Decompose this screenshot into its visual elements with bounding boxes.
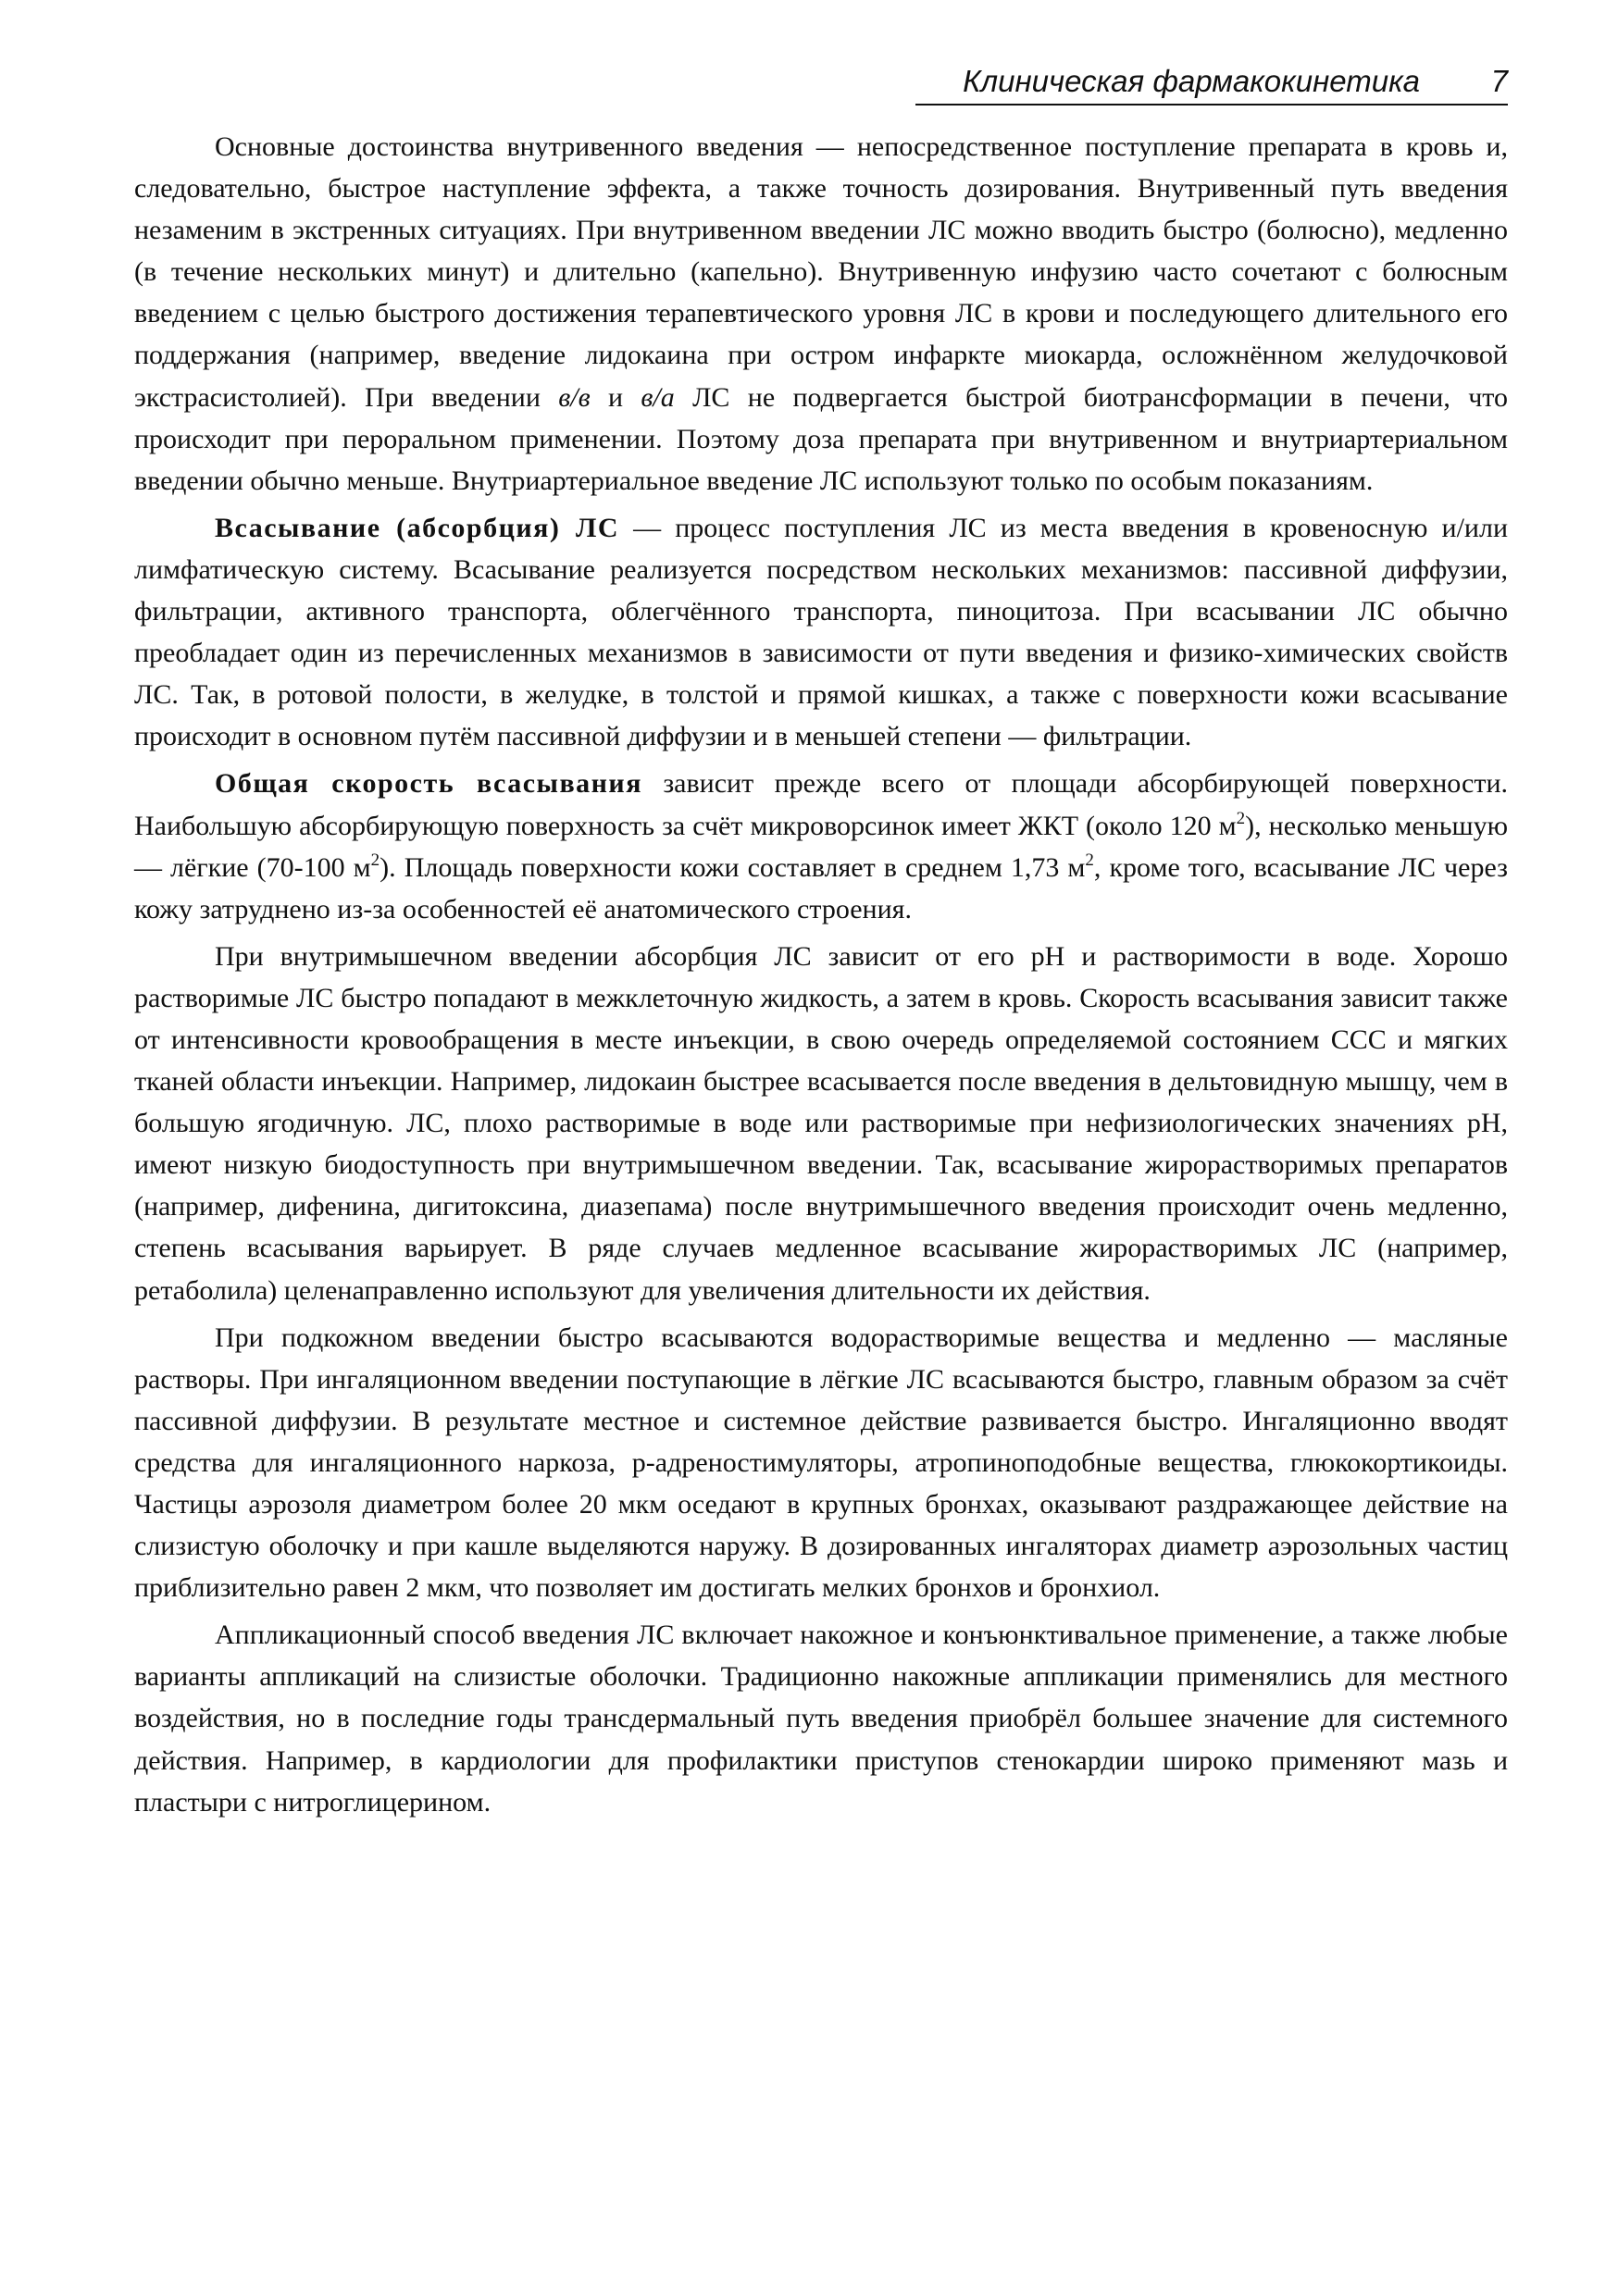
paragraph-text: ), несколько меньшую — лёгкие (70-100 м bbox=[134, 810, 1508, 883]
term-absorption: Всасывание (абсорбция) ЛС bbox=[215, 512, 620, 543]
page-body bbox=[134, 126, 1508, 1829]
page-number: 7 bbox=[1490, 64, 1508, 98]
running-header bbox=[134, 61, 1508, 102]
paragraph-text: ЛС не подвергается быстрой биотрансформации в печени, что происходит при пероральном применении. Поэтому доза препарата при внутривенном и внутриартериальном введении обычно меньше. Внутриартериальное введение ЛС используют только по особым показаниям. bbox=[134, 381, 1508, 496]
paragraph-text: ). Площадь поверхности кожи составляет в среднем 1,73 м bbox=[380, 851, 1086, 883]
term-absorption-rate: Общая скорость всасывания bbox=[215, 768, 642, 800]
conjunction: и bbox=[590, 381, 641, 413]
abbr-ia: в/а bbox=[641, 381, 675, 413]
abbr-iv: в/в bbox=[558, 381, 591, 413]
paragraph-intravenous bbox=[134, 126, 1508, 502]
superscript: 2 bbox=[1236, 808, 1246, 828]
superscript: 2 bbox=[370, 850, 380, 870]
paragraph-absorption-rate bbox=[134, 763, 1508, 929]
paragraph-text: , кроме того, всасывание ЛС через кожу затруднено из-за особенностей её анатомического строения. bbox=[134, 851, 1508, 925]
paragraph-intramuscular: При внутримышечном введении абсорбция ЛС зависит от его рН и растворимости в воде. Хорошо растворимые ЛС быстро попадают в межклеточную жидкость, а затем в кровь. Скорость всасывания зависит также от интенсивности кровообращения в месте инъекции, в свою очередь определяемой состоянием ССС и мягких тканей области инъекции. Например, лидокаин быстрее всасывается после введения в дельтовидную мышцу, чем в большую ягодичную. ЛС, плохо растворимые в воде или растворимые при нефизиологических значениях рН, имеют низкую биодоступность при внутримышечном введении. Так, всасывание жирорастворимых препаратов (например, дифенина, дигитоксина, диазепама) после внутримышечного введения происходит очень медленно, степень всасывания варьирует. В ряде случаев медленное всасывание жирорастворимых ЛС (например, ретаболила) целенаправленно используют для увеличения длительности их действия. bbox=[134, 940, 1508, 1306]
paragraph-subcutaneous-inhalation: При подкожном введении быстро всасываются водорастворимые вещества и медленно — масляные растворы. При ингаляционном введении поступающие в лёгкие ЛС всасываются быстро, главным образом за счёт пассивной диффузии. В результате местное и системное действие развивается быстро. Ингаляционно вводят средства для ингаляционного наркоза, р-адреностимуляторы, атропиноподобные вещества, глюкокортикоиды. Частицы аэрозоля диаметром более 20 мкм оседают в крупных бронхах, оказывают раздражающее действие на слизистую оболочку и при кашле выделяются наружу. В дозированных ингаляторах диаметр аэрозольных частиц приблизительно равен 2 мкм, что позволяет им достигать мелких бронхов и бронхиол. bbox=[134, 1322, 1508, 1604]
header-rule bbox=[915, 104, 1508, 105]
paragraph-text: — процесс поступления ЛС из места введения в кровеносную и/или лимфатическую систему. Всасывание реализуется посредством нескольких механизмов: пассивной диффузии, фильтрации, активного транспорта, облегчённого транспорта, пиноцитоза. При всасывании ЛС обычно преобладает один из перечисленных механизмов в зависимости от пути введения и физико-химических свойств ЛС. Так, в ротовой полости, в желудке, в толстой и прямой кишках, а также с поверхности кожи всасывание происходит в основном путём пассивной диффузии и в меньшей степени — фильтрации. bbox=[134, 512, 1508, 752]
running-title: Клиническая фармакокинетика bbox=[963, 64, 1420, 98]
paragraph-text: Основные достоинства внутривенного введения — непосредственное поступление препарата в кровь и, следовательно, быстрое наступление эффекта, а также точность дозирования. Внутривенный путь введения незаменим в экстренных ситуациях. При внутривенном введении ЛС можно вводить быстро (болюсно), медленно (в течение нескольких минут) и длительно (капельно). Внутривенную инфузию часто сочетают с болюсным введением с целью быстрого достижения терапевтического уровня ЛС в крови и последующего длительного его поддержания (например, введение лидокаина при остром инфаркте миокарда, осложнённом желудочковой экстрасистолией). При введении bbox=[134, 131, 1508, 413]
superscript: 2 bbox=[1085, 850, 1094, 870]
paragraph-absorption bbox=[134, 507, 1508, 758]
paragraph-text: зависит прежде всего от площади абсорбирующей поверхности. Наибольшую абсорбирующую поверхность за счёт микроворсинок имеет ЖКТ (около 120 м bbox=[134, 768, 1509, 841]
paragraph-application: Аппликационный способ введения ЛС включает накожное и конъюнктивальное применение, а также любые варианты аппликаций на слизистые оболочки. Традиционно накожные аппликации применялись для местного воздействия, но в последние годы трансдермальный путь введения приобрёл большее значение для системного действия. Например, в кардиологии для профилактики приступов стенокардии широко применяют мазь и пластыри с нитроглицерином. bbox=[134, 1620, 1508, 1818]
